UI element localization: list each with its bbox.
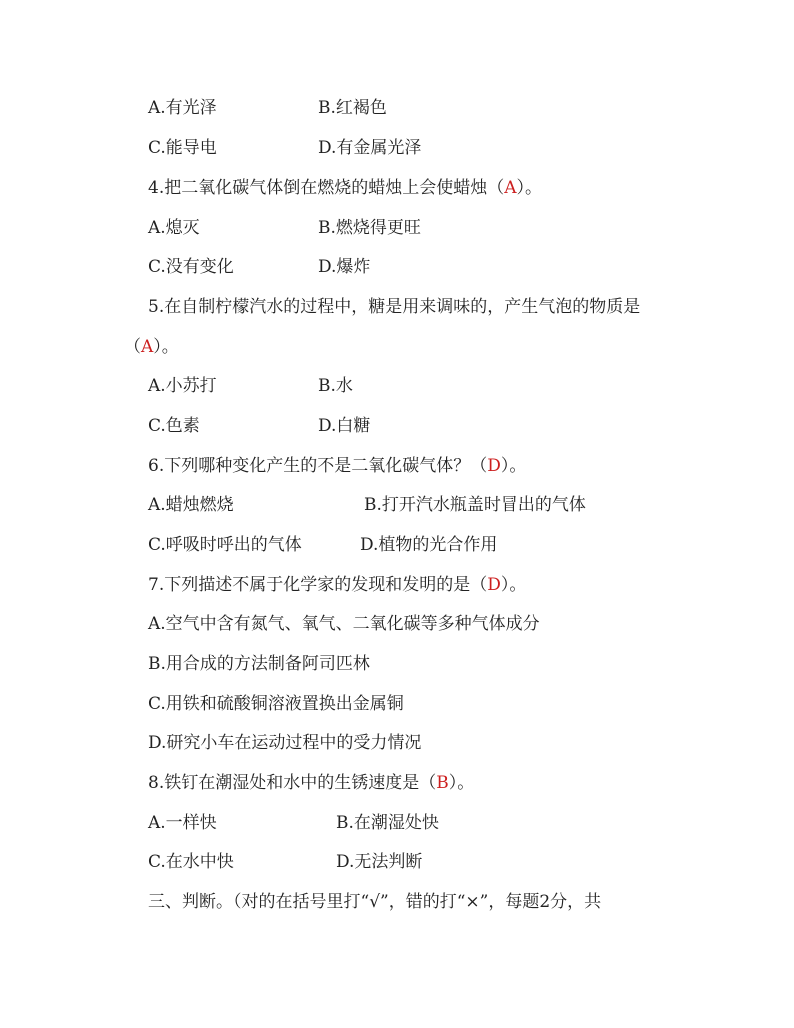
q8-stem-text: 8.铁钉在潮湿处和水中的生锈速度是: [148, 773, 420, 793]
q7-option-c: C.用铁和硫酸铜溶液置换出金属铜: [148, 694, 404, 714]
q5-answer: A: [141, 337, 154, 357]
q5-option-b: B.水: [318, 376, 353, 396]
q3-option-c: C.能导电: [148, 138, 217, 158]
q7-option-a: A.空气中含有氮气、氧气、二氧化碳等多种气体成分: [148, 614, 540, 634]
q6-option-b: B.打开汽水瓶盖时冒出的气体: [364, 495, 586, 515]
q4-stem: [148, 177, 542, 199]
q3-option-b: B.红褐色: [318, 98, 387, 118]
q7-open-paren: （: [470, 575, 488, 595]
q8-answer: B: [436, 773, 449, 793]
q6-open-paren: （: [470, 456, 488, 476]
q7-answer: D: [487, 575, 501, 595]
q7-close-paren: ）。: [500, 575, 527, 595]
q8-stem: [148, 772, 474, 794]
section-3-heading: 三、判断。（对的在括号里打“√”，错的打“×”，每题2分，共: [148, 892, 602, 912]
q7-stem: [148, 574, 526, 596]
q6-stem-text: 6.下列哪种变化产生的不是二氧化碳气体？: [148, 456, 471, 476]
q6-answer: D: [487, 456, 501, 476]
q4-option-b: B.燃烧得更旺: [318, 218, 421, 238]
q5-option-d: D.白糖: [318, 416, 371, 436]
q8-option-a: A.一样快: [148, 813, 217, 833]
q4-option-c: C.没有变化: [148, 257, 234, 277]
q7-option-b: B.用合成的方法制备阿司匹林: [148, 654, 370, 674]
q8-option-b: B.在潮湿处快: [336, 813, 439, 833]
q7-stem-text: 7.下列描述不属于化学家的发现和发明的是: [148, 575, 471, 595]
q7-option-d: D.研究小车在运动过程中的受力情况: [148, 733, 422, 753]
q4-close-paren: ）。: [516, 178, 543, 198]
q5-close-paren: ）。: [153, 337, 179, 357]
q6-stem: [148, 455, 526, 477]
q6-close-paren: ）。: [500, 456, 527, 476]
q8-open-paren: （: [419, 773, 437, 793]
q5-option-c: C.色素: [148, 416, 200, 436]
q4-answer: A: [504, 178, 517, 198]
q8-close-paren: ）。: [448, 773, 475, 793]
q4-option-d: D.爆炸: [318, 257, 371, 277]
q4-option-a: A.熄灭: [148, 218, 200, 238]
q5-stem: 5.在自制柠檬汽水的过程中，糖是用来调味的，产生气泡的物质是: [148, 297, 641, 317]
q3-option-d: D.有金属光泽: [318, 138, 422, 158]
q5-answer-line: [124, 336, 179, 358]
q8-option-d: D.无法判断: [336, 852, 423, 872]
q6-option-d: D.植物的光合作用: [360, 535, 498, 555]
q5-option-a: A.小苏打: [148, 376, 217, 396]
q4-open-paren: （: [487, 178, 505, 198]
q3-option-a: A.有光泽: [148, 98, 217, 118]
q4-stem-text: 4.把二氧化碳气体倒在燃烧的蜡烛上会使蜡烛: [148, 178, 488, 198]
q6-option-a: A.蜡烛燃烧: [148, 495, 234, 515]
q8-option-c: C.在水中快: [148, 852, 234, 872]
q6-option-c: C.呼吸时呼出的气体: [148, 535, 302, 555]
q5-open-paren: （: [124, 337, 141, 357]
